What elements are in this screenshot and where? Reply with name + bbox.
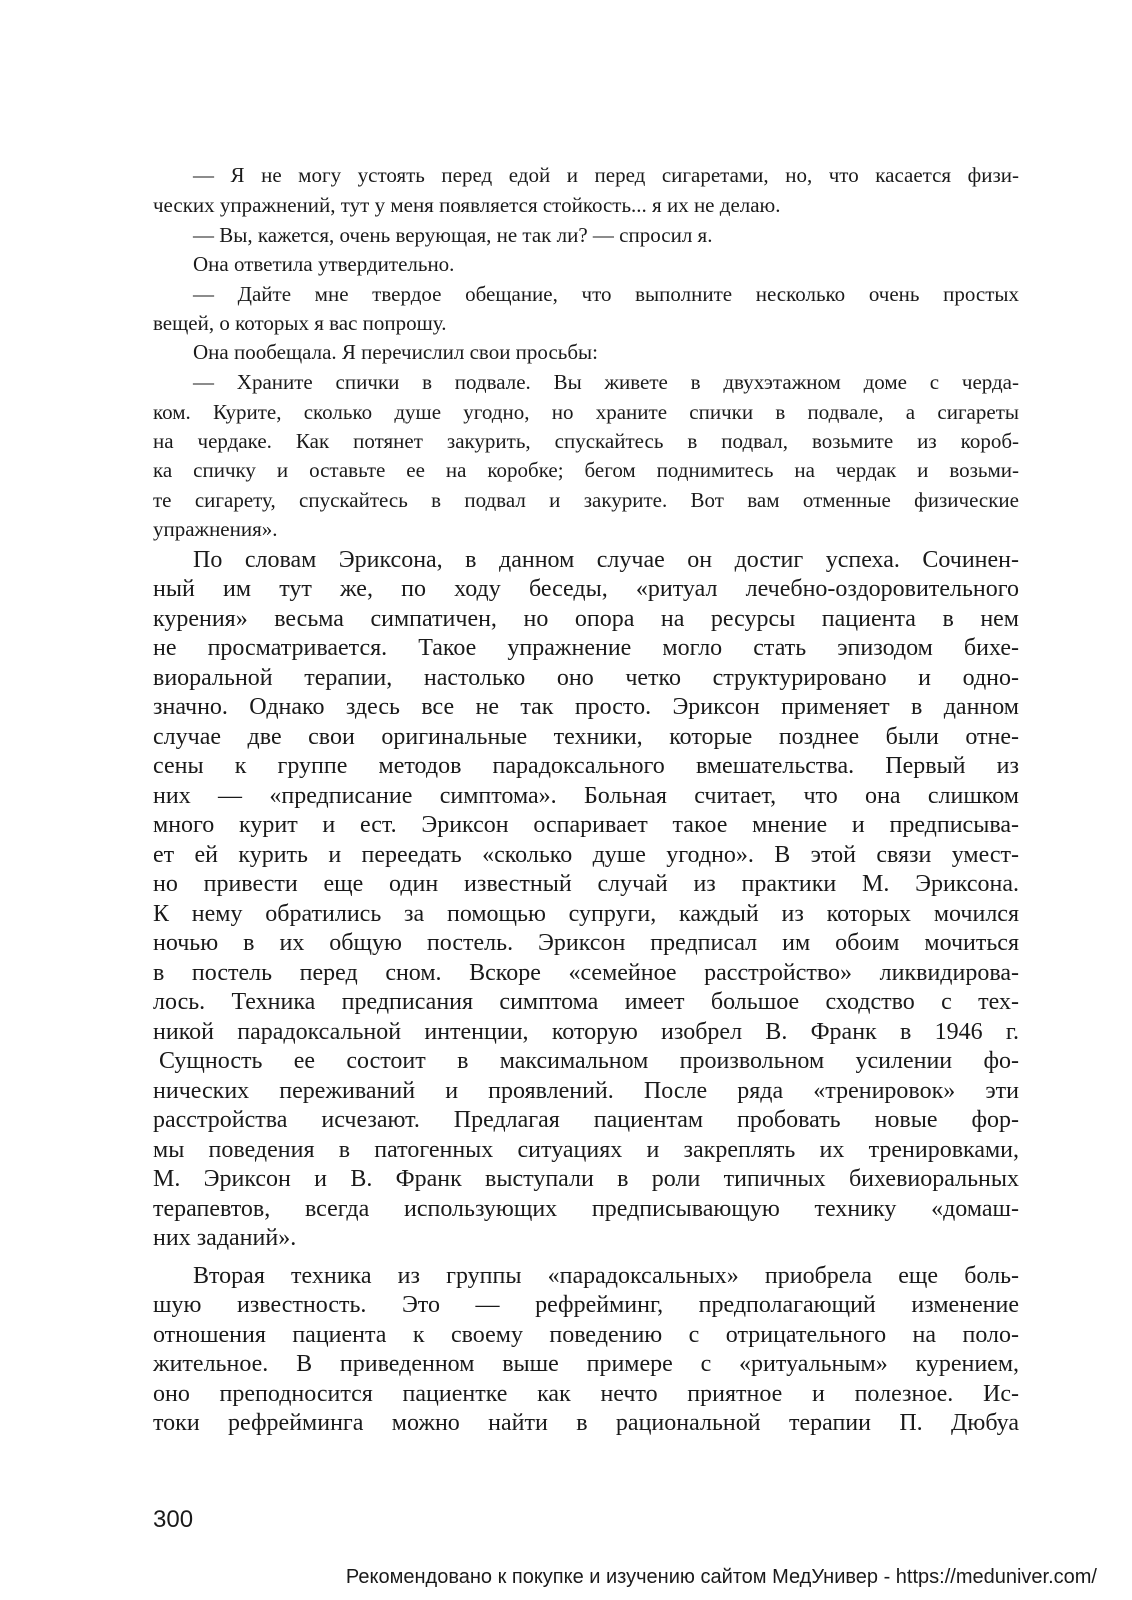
body-line: Сущность ее состоит в максимальном произвольном усилении фо- (159, 1048, 1019, 1074)
body-line: жительное. В приведенном выше примере с «ритуальным» курением, (153, 1351, 1019, 1377)
dialogue-line: ка спичку и оставьте ее на коробке; бегом поднимитесь на чердак и возьми- (153, 458, 1019, 482)
body-line: сены к группе методов парадоксального вмешательства. Первый из (153, 753, 1019, 779)
dialogue-line: на чердаке. Как потянет закурить, спускайтесь в подвал, возьмите из короб- (153, 429, 1019, 453)
body-line: Вторая техника из группы «парадоксальных» приобрела еще боль- (193, 1263, 1019, 1289)
body-line: По словам Эриксона, в данном случае он достиг успеха. Сочинен- (193, 547, 1019, 573)
dialogue-line: Она пообещала. Я перечислил свои просьбы: (193, 340, 598, 364)
dialogue-line: ком. Курите, сколько душе угодно, но храните спички в подвале, а сигареты (153, 400, 1019, 424)
body-line: расстройства исчезают. Предлагая пациентам пробовать новые фор- (153, 1107, 1019, 1133)
body-line: отношения пациента к своему поведению с отрицательного на поло- (153, 1322, 1019, 1348)
body-line: никой парадоксальной интенции, которую изобрел В. Франк в 1946 г. (153, 1019, 1019, 1045)
dialogue-line: те сигарету, спускайтесь в подвал и закурите. Вот вам отменные физические (153, 488, 1019, 512)
body-line: мы поведения в патогенных ситуациях и закреплять их тренировками, (153, 1137, 1019, 1163)
body-line: ный им тут же, по ходу беседы, «ритуал лечебно-оздоровительного (153, 576, 1019, 602)
body-line: токи рефрейминга можно найти в рациональной терапии П. Дюбуа (153, 1410, 1019, 1436)
body-line: М. Эриксон и В. Франк выступали в роли типичных бихевиоральных (153, 1166, 1019, 1192)
dialogue-line: Она ответила утвердительно. (193, 252, 455, 276)
dialogue-line: — Храните спички в подвале. Вы живете в двухэтажном доме с черда- (193, 370, 1019, 394)
dialogue-line: — Дайте мне твердое обещание, что выполните несколько очень простых (193, 282, 1019, 306)
body-line: виоральной терапии, настолько оно четко структурировано и одно- (153, 665, 1019, 691)
dialogue-line: упражнения». (153, 517, 278, 541)
body-line: ет ей курить и переедать «сколько душе угодно». В этой связи умест- (153, 842, 1019, 868)
dialogue-line: — Вы, кажется, очень верующая, не так ли? — спросил я. (193, 223, 713, 247)
body-line: оно преподносится пациентке как нечто приятное и полезное. Ис- (153, 1381, 1019, 1407)
body-line: шую известность. Это — рефрейминг, предполагающий изменение (153, 1292, 1019, 1318)
body-line: случае две свои оригинальные техники, которые позднее были отне- (153, 724, 1019, 750)
body-line: но привести еще один известный случай из практики М. Эриксона. (153, 871, 1019, 897)
body-line: значно. Однако здесь все не так просто. Эриксон применяет в данном (153, 694, 1019, 720)
body-line: курения» весьма симпатичен, но опора на ресурсы пациента в нем (153, 606, 1019, 632)
body-line: не просматривается. Такое упражнение могло стать эпизодом бихе- (153, 635, 1019, 661)
body-line: нических переживаний и проявлений. После ряда «тренировок» эти (153, 1078, 1019, 1104)
body-line: ночью в их общую постель. Эриксон предписал им обоим мочиться (153, 930, 1019, 956)
dialogue-line: вещей, о которых я вас попрошу. (153, 311, 447, 335)
body-line: терапевтов, всегда использующих предписывающую технику «домаш- (153, 1196, 1019, 1222)
body-line: лось. Техника предписания симптома имеет большое сходство с тех- (153, 989, 1019, 1015)
dialogue-line: — Я не могу устоять перед едой и перед сигаретами, но, что касается физи- (193, 163, 1019, 187)
dialogue-line: ческих упражнений, тут у меня появляется стойкость... я их не делаю. (153, 193, 781, 217)
body-line: в постель перед сном. Вскоре «семейное расстройство» ликвидирова- (153, 960, 1019, 986)
body-line: них — «предписание симптома». Больная считает, что она слишком (153, 783, 1019, 809)
page-number: 300 (153, 1506, 194, 1533)
body-line: много курит и ест. Эриксон оспаривает такое мнение и предписыва- (153, 812, 1019, 838)
body-line: К нему обратились за помощью супруги, каждый из которых мочился (153, 901, 1019, 927)
body-line: них заданий». (153, 1225, 297, 1251)
footer-recommendation: Рекомендовано к покупке и изучению сайтом МедУнивер - https://meduniver.com/ (345, 1566, 1097, 1588)
